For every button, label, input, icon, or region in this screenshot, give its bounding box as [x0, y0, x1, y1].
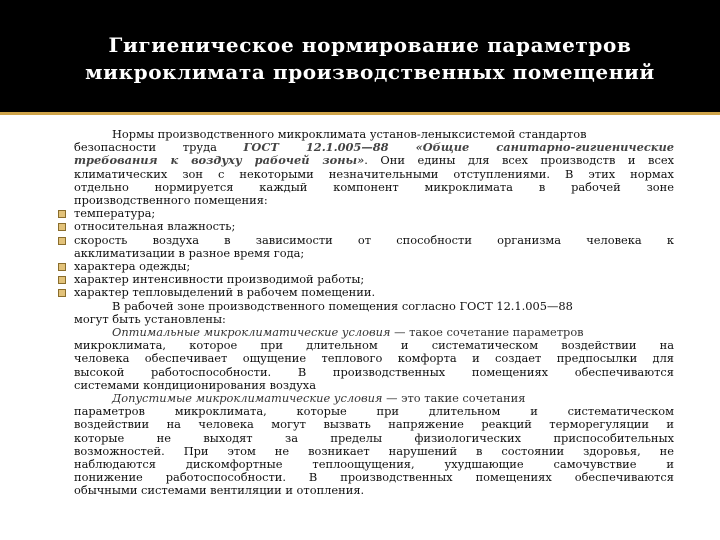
list-item-text: характер интенсивности производимой работы;	[74, 272, 365, 287]
bullet-icon	[58, 276, 66, 284]
accent-divider	[0, 112, 720, 115]
optimal-line-2: микроклимата, которое при длительном и систематическом воздействии на	[74, 338, 674, 353]
title-line-1: Гигиеническое нормирование параметров	[108, 33, 632, 57]
intro-line-6: производственного помещения:	[74, 193, 268, 208]
title-line-2: микроклимата производственных помещений	[85, 60, 655, 84]
list-item	[74, 234, 674, 260]
optimal-line-3: человека обеспечивает ощущение теплового комфорта и создает предпосылки для	[74, 351, 674, 366]
bullet-icon	[58, 223, 66, 231]
permissible-line-1-text: — это такие сочетания	[382, 391, 526, 406]
intro-line-3	[74, 154, 674, 167]
list-item-text: характер тепловыделений в рабочем помещении.	[74, 285, 376, 300]
permissible-line-2: параметров микроклимата, которые при длительном и систематическом	[74, 404, 674, 419]
workzone-line-2: могут быть установлены:	[74, 311, 226, 326]
list-item-text: скорость воздуха в зависимости от способности организма человека к	[74, 232, 674, 247]
permissible-line-5: возможностей. При этом не возникает нарушений в состоянии здоровья, не	[74, 443, 674, 458]
intro-line-2-text: безопасности труда	[74, 140, 244, 155]
optimal-term: Оптимальные микроклиматические условия	[112, 325, 391, 340]
bullet-icon	[58, 263, 66, 271]
bullet-icon	[58, 210, 66, 218]
gost-reference: ГОСТ 12.1.005—88 «Общие санитарно-гигиенические	[243, 140, 674, 155]
slide-body	[74, 128, 674, 498]
permissible-line-3: воздействии на человека могут вызвать напряжение реакций терморегуляции и	[74, 417, 674, 432]
permissible-line-7: понижение работоспособности. В производственных помещениях обеспечиваются	[74, 470, 674, 485]
list-item-text: температура;	[74, 206, 156, 221]
bullet-icon	[58, 237, 66, 245]
list-item-text-cont: акклиматизации в разное время года;	[74, 245, 305, 260]
bullet-icon	[58, 289, 66, 297]
intro-line-4: климатических зон с некоторыми незначительными отступлениями. В этих нормах	[74, 166, 674, 181]
permissible-line-4: которые не выходят за пределы физиологических приспособительных	[74, 430, 674, 445]
intro-line-1: Нормы производственного микроклимата установ-леныксистемой стандартов	[112, 127, 587, 141]
title-bar	[0, 0, 720, 112]
permissible-line-8: обычными системами вентиляции и отопления.	[74, 483, 365, 498]
list-item	[74, 220, 674, 233]
list-item-text: характера одежды;	[74, 259, 191, 274]
permissible-term: Допустимые микроклиматические условия	[112, 391, 383, 406]
optimal-line-1-text: — такое сочетание параметров	[390, 325, 584, 340]
gost-title-end: требования к воздуху рабочей зоны»	[74, 153, 365, 168]
intro-line-5: отдельно нормируется каждый компонент микроклимата в рабочей зоне	[74, 179, 674, 194]
optimal-line-4: высокой работоспособности. В производственных помещениях обеспечиваются	[74, 364, 674, 379]
optimal-line-5: системами кондиционирования воздуха	[74, 377, 317, 392]
list-item	[74, 286, 674, 299]
permissible-line-6: наблюдаются дискомфортные теплоощущения, ухудшающие самочувствие и	[74, 457, 674, 472]
slide-title	[40, 32, 700, 86]
intro-line-3-text: . Они едины для всех производств и всех	[364, 153, 675, 168]
list-item-text: относительная влажность;	[74, 219, 236, 234]
workzone-line-1: В рабочей зоне производственного помещения согласно ГОСТ 12.1.005—88	[112, 298, 573, 313]
